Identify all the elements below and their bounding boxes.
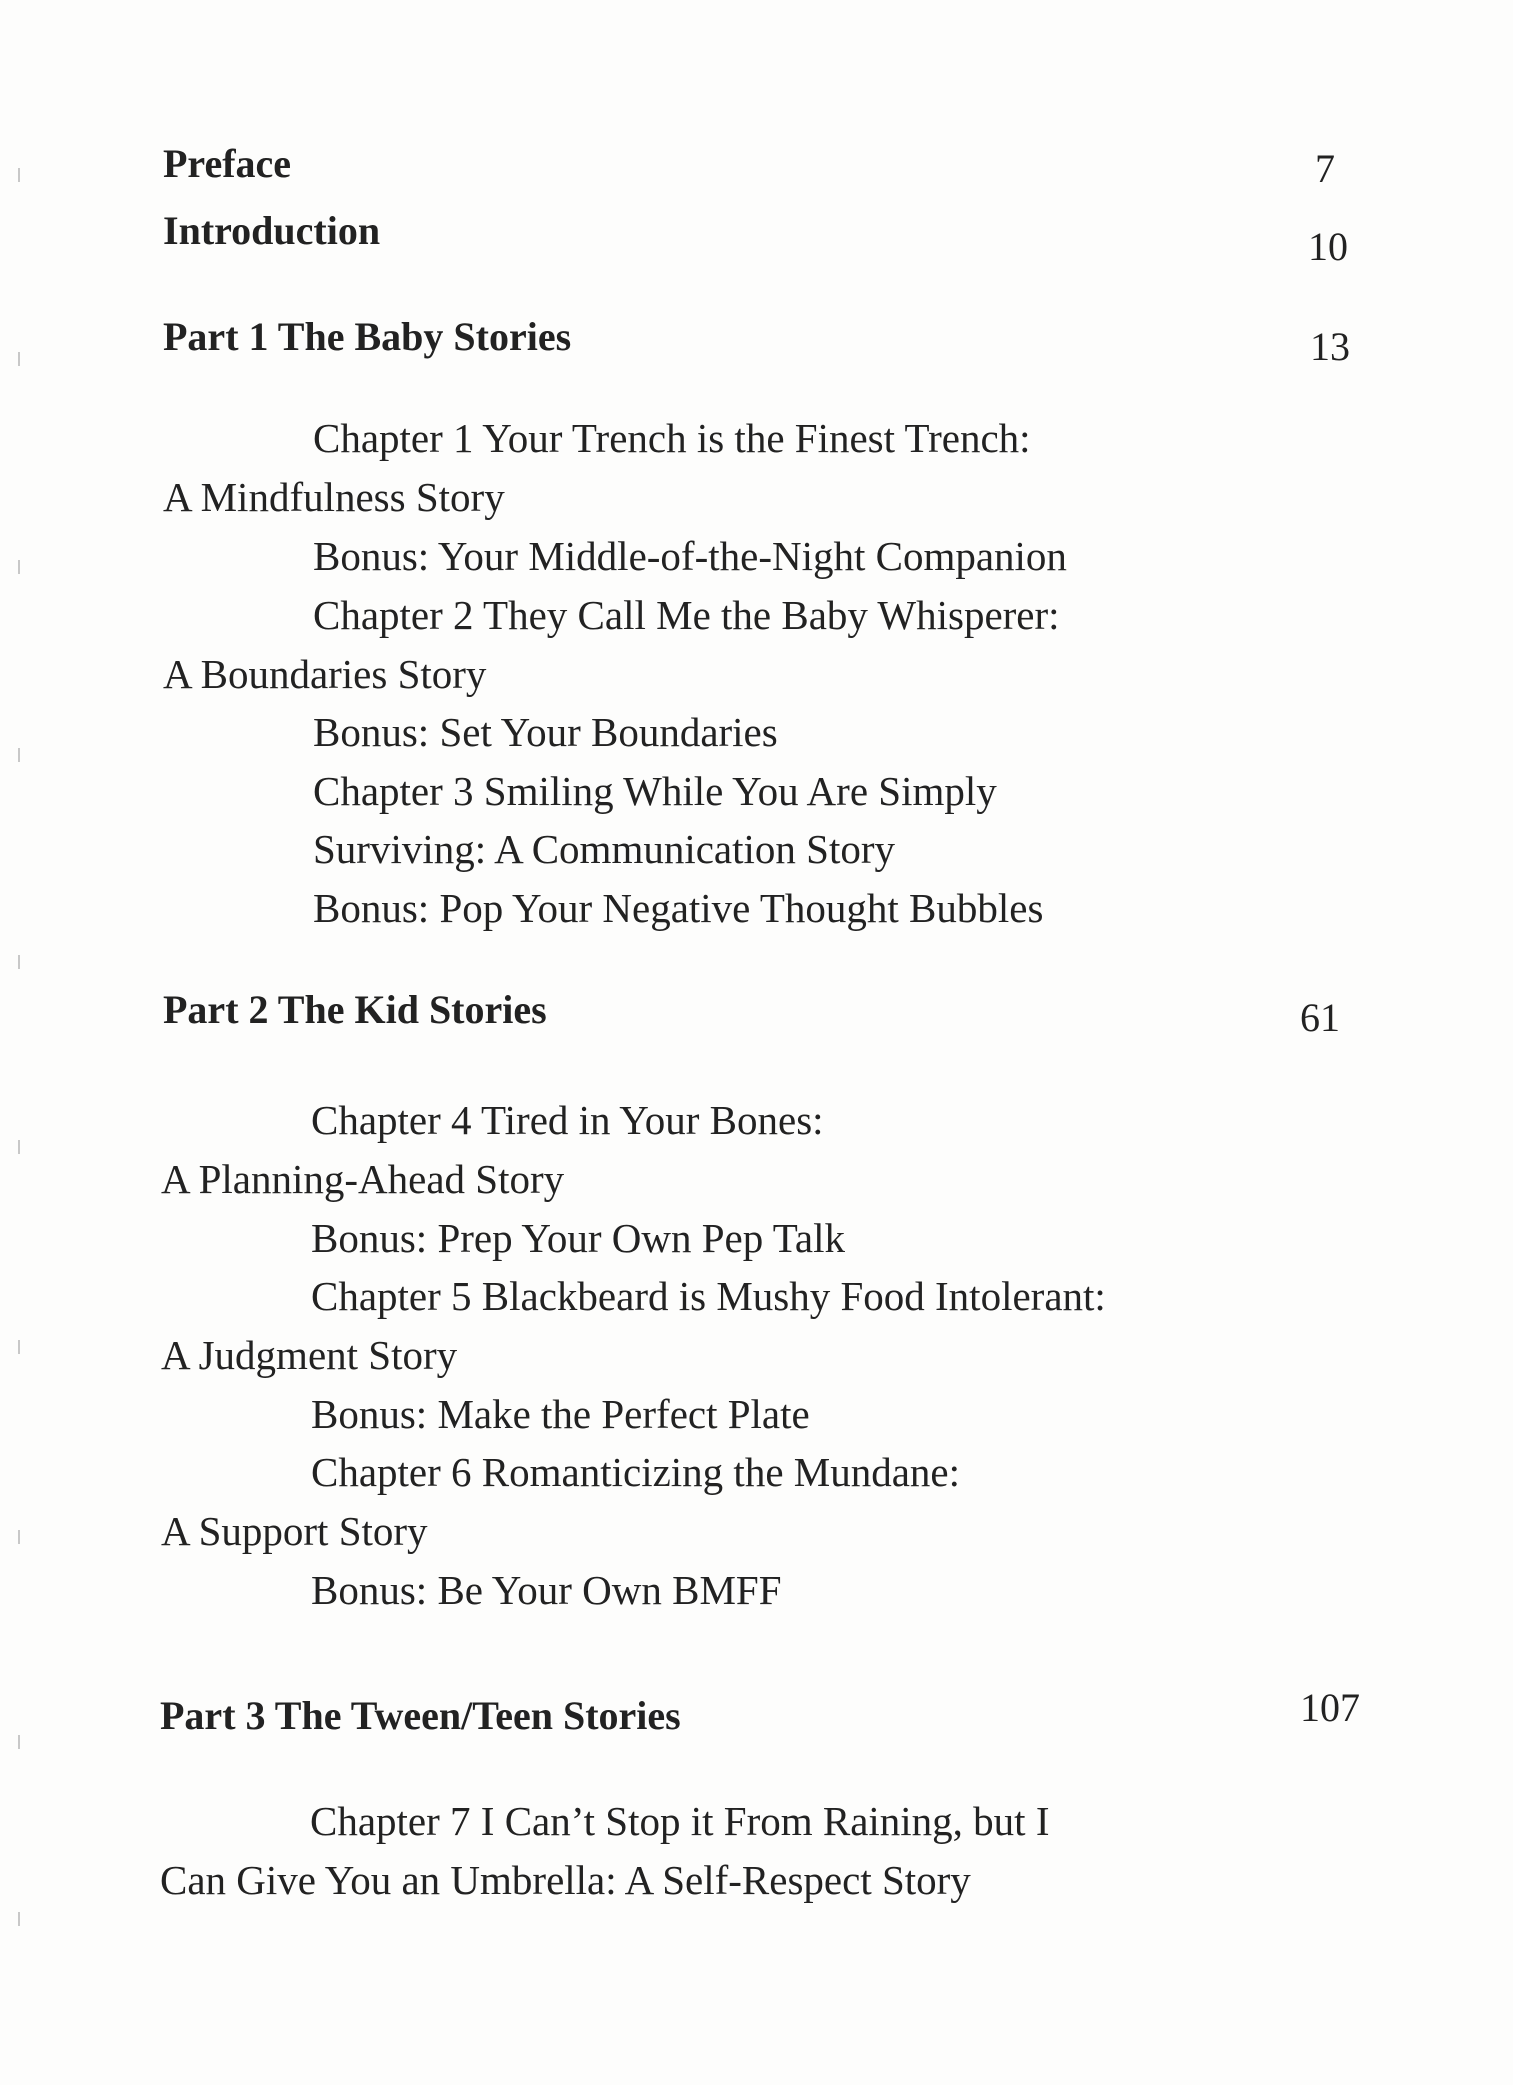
toc-entry-bonus: Bonus: Be Your Own BMFF [311,1567,782,1613]
toc-page-number-introduction: 10 [1308,224,1348,269]
scan-mark [18,748,20,762]
toc-entry-chapter-subtitle: A Judgment Story [161,1332,458,1378]
toc-entry-chapter-title: Chapter 4 Tired in Your Bones: [311,1097,824,1143]
toc-entry-chapter-title: Chapter 7 I Can’t Stop it From Raining, but I [310,1798,1050,1844]
scan-mark [18,955,20,969]
toc-page-number-part2: 61 [1300,995,1340,1040]
toc-entry-chapter-subtitle: A Planning-Ahead Story [161,1156,565,1202]
toc-heading-part2: Part 2 The Kid Stories [163,987,547,1032]
scan-mark [18,1140,20,1154]
scan-mark [18,1735,20,1749]
toc-heading-preface: Preface [163,141,292,186]
toc-entry-bonus: Bonus: Prep Your Own Pep Talk [311,1215,845,1261]
scan-mark [18,560,20,574]
toc-page-number-part3: 107 [1300,1685,1360,1730]
toc-heading-part3: Part 3 The Tween/Teen Stories [160,1693,681,1738]
toc-entry-chapter-title: Chapter 6 Romanticizing the Mundane: [311,1449,961,1495]
toc-entry-chapter-subtitle: Surviving: A Communication Story [313,826,896,872]
toc-entry-chapter-subtitle: A Support Story [161,1508,428,1554]
scan-mark [18,1530,20,1544]
toc-page-number-part1: 13 [1310,324,1350,369]
toc-entry-chapter-title: Chapter 1 Your Trench is the Finest Trench: [313,415,1031,461]
toc-entry-bonus: Bonus: Set Your Boundaries [313,709,778,755]
toc-page-number-preface: 7 [1315,146,1335,191]
toc-entry-bonus: Bonus: Your Middle-of-the-Night Companion [313,533,1067,579]
toc-entry-chapter-subtitle: A Mindfulness Story [163,474,505,520]
toc-entry-bonus: Bonus: Pop Your Negative Thought Bubbles [313,885,1044,931]
toc-entry-chapter-subtitle: A Boundaries Story [163,651,487,697]
scan-mark [18,1340,20,1354]
toc-entry-chapter-title: Chapter 3 Smiling While You Are Simply [313,768,997,814]
toc-entry-chapter-title: Chapter 2 They Call Me the Baby Whisperer: [313,592,1060,638]
toc-entry-chapter-subtitle: Can Give You an Umbrella: A Self-Respect Story [160,1857,971,1903]
toc-heading-part1: Part 1 The Baby Stories [163,314,572,359]
toc-entry-chapter-title: Chapter 5 Blackbeard is Mushy Food Intolerant: [311,1273,1106,1319]
toc-heading-introduction: Introduction [163,208,381,253]
scan-mark [18,168,20,182]
scan-mark [18,352,20,366]
toc-entry-bonus: Bonus: Make the Perfect Plate [311,1391,810,1437]
scan-mark [18,1912,20,1926]
